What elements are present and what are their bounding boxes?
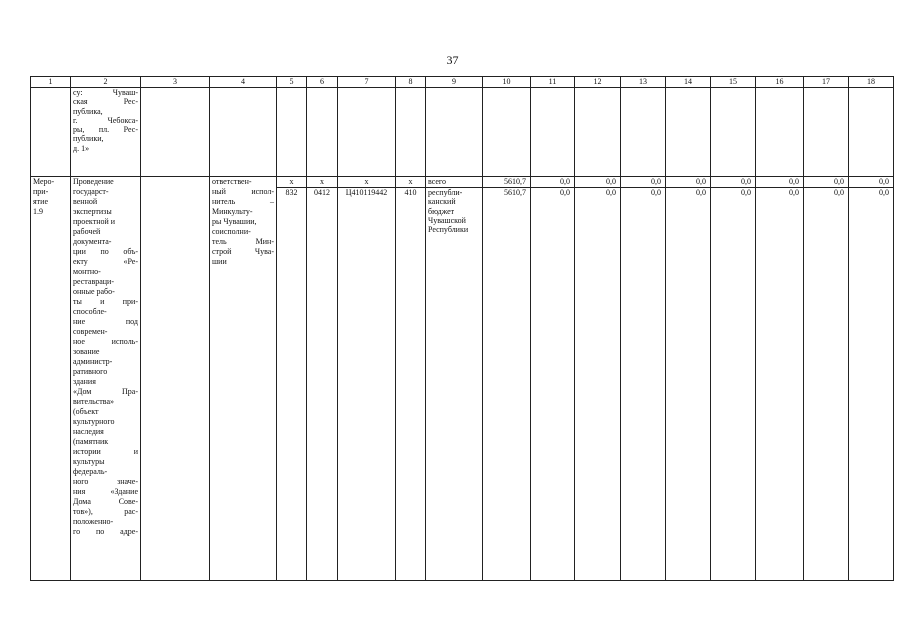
col-header: 4 (210, 77, 277, 88)
col-header: 11 (531, 77, 575, 88)
col-header: 14 (666, 77, 711, 88)
gov-code-cell: 832 (277, 188, 307, 581)
col-header: 9 (426, 77, 483, 88)
executor-cell: ответствен- ный испол- нитель – Минкульту- ры Чувашии, соисполни- тель Мин- строй Чува- шии (210, 177, 277, 581)
amount-cell: 5610,7 (483, 177, 531, 188)
gov-code-cell: х (277, 177, 307, 188)
amount-cell: 0,0 (621, 177, 666, 188)
col-header: 6 (307, 77, 338, 88)
col-header: 10 (483, 77, 531, 88)
col-header: 1 (31, 77, 71, 88)
col-header: 7 (338, 77, 396, 88)
amount-cell: 0,0 (804, 177, 849, 188)
amount-cell: 0,0 (849, 188, 894, 581)
amount-cell: 0,0 (711, 188, 756, 581)
col-header: 16 (756, 77, 804, 88)
continued-address-cell: су: Чуваш- ская Рес- публика, г. Чебокса- ры, пл. Рес- публики, д. 1» (71, 88, 141, 177)
amount-cell: 0,0 (666, 177, 711, 188)
amount-cell: 0,0 (621, 188, 666, 581)
amount-cell: 0,0 (711, 177, 756, 188)
col-header: 5 (277, 77, 307, 88)
measure-description-cell: Проведение государст- венной экспертизы проектной и рабочей документа- ции по объ- екту «Ре- монтно- реставраци- онные рабо- ты и при- способле- ние под современ- ное исполь- зование администр- ративного здания «Дом Пра- вительства» (объект культурного наследия (памятник истории и культуры федераль- ного значе- ния «Здание Дома Сове- тов»), рас- положенно- го по адре- (71, 177, 141, 581)
amount-cell: 0,0 (575, 177, 621, 188)
expense-type-cell: х (396, 177, 426, 188)
col-header: 15 (711, 77, 756, 88)
target-code-cell: х (338, 177, 396, 188)
expense-type-cell: 410 (396, 188, 426, 581)
col-header: 3 (141, 77, 210, 88)
section-code-cell: х (307, 177, 338, 188)
header-row (31, 77, 894, 88)
amount-cell: 0,0 (756, 177, 804, 188)
col-header: 18 (849, 77, 894, 88)
amount-cell: 0,0 (849, 177, 894, 188)
amount-cell: 0,0 (804, 188, 849, 581)
amount-cell: 0,0 (575, 188, 621, 581)
amount-cell: 0,0 (531, 188, 575, 581)
amount-cell: 0,0 (756, 188, 804, 581)
amount-cell: 5610,7 (483, 188, 531, 581)
empty-cell (141, 177, 210, 581)
program-table (30, 76, 894, 581)
source-cell: республи- канский бюджет Чувашской Республики (426, 188, 483, 581)
source-cell: всего (426, 177, 483, 188)
amount-cell: 0,0 (531, 177, 575, 188)
col-header: 8 (396, 77, 426, 88)
col-header: 13 (621, 77, 666, 88)
target-code-cell: Ц410119442 (338, 188, 396, 581)
col-header: 2 (71, 77, 141, 88)
page-number: 37 (446, 53, 459, 67)
section-code-cell: 0412 (307, 188, 338, 581)
col-header: 17 (804, 77, 849, 88)
continuation-row (31, 88, 894, 177)
total-row (31, 177, 894, 188)
amount-cell: 0,0 (666, 188, 711, 581)
col-header: 12 (575, 77, 621, 88)
measure-label-cell: Меро- при- ятие 1.9 (31, 177, 71, 581)
